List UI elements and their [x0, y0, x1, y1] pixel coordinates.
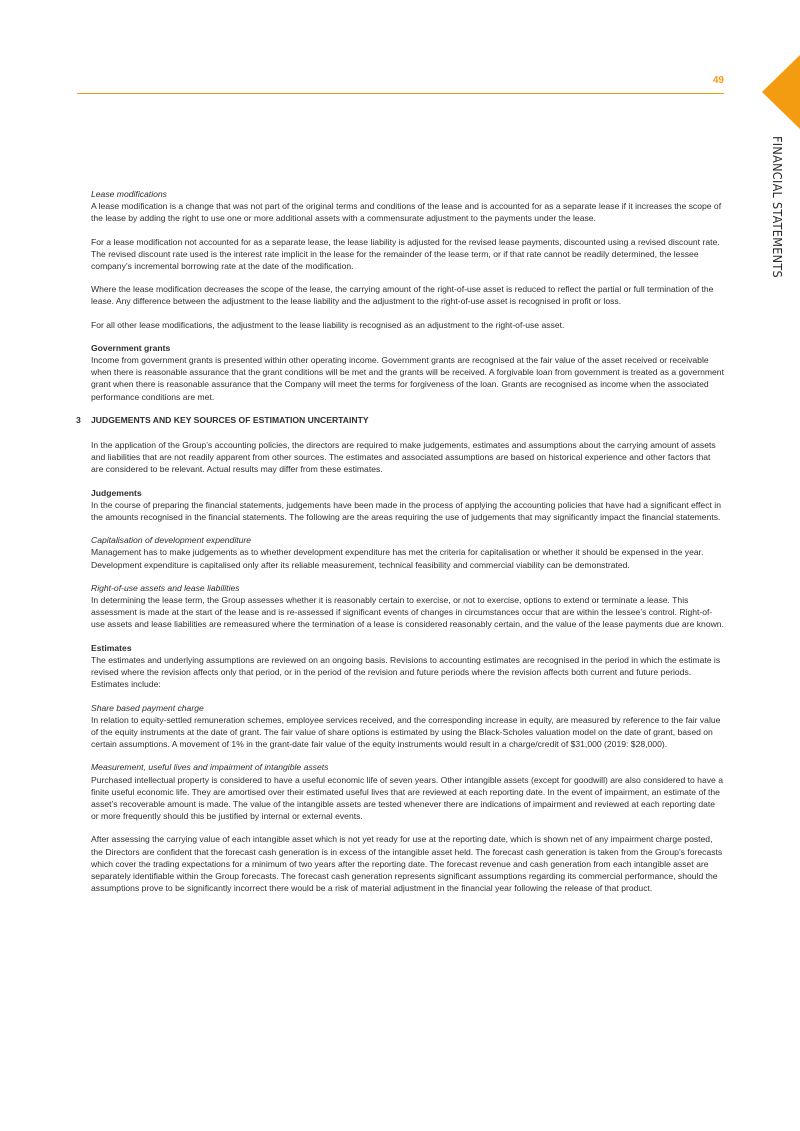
paragraph: For all other lease modifications, the adjustment to the lease liability is recognised as an adjustment to the right-of-use asset.	[91, 319, 565, 330]
subheading: Lease modifications	[91, 189, 167, 199]
paragraph: In determining the lease term, the Group assesses whether it is reasonably certain to exercise, or not to exercise, options to extend or terminate a lease. This assessment is made at the start of the lease and is re-assessed if significant events of changes in circumstances occur that are within the lessee’s control. Right-of-use assets and lease liabilities are remeasured where the termination of a lease is considered reasonably certain, and the value of the lease payments due are known.	[91, 595, 724, 630]
corner-tab-icon	[762, 55, 800, 129]
section-number: 3	[76, 414, 81, 425]
paragraph: Income from government grants is presented within other operating income. Government grants are recognised at the fair value of the asset received or receivable when there is reasonable assurance that the grant conditions will be met and the grants will be received. A forgivable loan from government is treated as a government grant when there is reasonable assurance that the Company will meet the terms for forgiveness of the loan. Grants are recognised as income when the associated performance conditions are met.	[91, 355, 724, 402]
subheading: Capitalisation of development expenditure	[91, 535, 252, 546]
judgements-block	[91, 487, 725, 524]
intangibles-block	[91, 761, 725, 822]
heading: Government grants	[91, 342, 171, 353]
paragraph: Management has to make judgements as to whether development expenditure has met the criteria for capitalisation or whether it should be expensed in the year. Development expenditure is capitalised only after its reliable measurement, technical feasibility and commercial viability can be demonstrated.	[91, 547, 704, 570]
subheading: Share based payment charge	[91, 702, 204, 713]
paragraph: A lease modification is a change that was not part of the original terms and conditions of the lease and is accounted for as a separate lease if it increases the scope of the lease by adding the right to use one or more additional assets with a commensurate adjustment to the payments under the lease.	[91, 201, 722, 224]
heading: Judgements	[91, 487, 142, 498]
header-rule	[77, 93, 724, 94]
share-based-block	[91, 702, 725, 751]
government-grants-block	[91, 342, 725, 403]
paragraph: In the application of the Group’s accounting policies, the directors are required to make judgements, estimates and assumptions about the carrying amount of assets and liabilities that are not readily apparent from other sources. The estimates and associated assumptions are based on historical experience and other factors that are considered to be relevant. Actual results may differ from these estimates.	[91, 440, 716, 475]
paragraph: The estimates and underlying assumptions are reviewed on an ongoing basis. Revisions to accounting estimates are recognised in the period in which the estimate is revised where the revision affects only that period, or in the period of the revision and future periods where the revision affects both current and future periods. Estimates include:	[91, 654, 721, 690]
capitalisation-block	[91, 534, 725, 571]
paragraph: In relation to equity-settled remuneration schemes, employee services received, and the corresponding increase in equity, are measured by reference to the fair value of the equity instruments at the date of grant. The fair value of share options is estimated by using the Black-Scholes valuation model on the date of grant, based on certain assumptions. A movement of 1% in the grant-date fair value of the equity instruments would result in a charge/credit of $31,000 (2019: $28,000).	[91, 714, 721, 750]
lease-modifications-block	[91, 188, 725, 225]
paragraph: Where the lease modification decreases the scope of the lease, the carrying amount of the right-of-use asset is reduced to reflect the partial or full termination of the lease. Any difference between the adjustment to the lease liability and the adjustment to the right-of-use asset is recognised in profit or loss.	[91, 284, 714, 307]
paragraph: Purchased intellectual property is considered to have a useful economic life of seven years. Other intangible assets (except for goodwill) are also considered to have a finite useful economic life. They are amortised over their estimated useful lives that are reviewed at each reporting date. In the event of impairment, an estimate of the asset’s recoverable amount is made. The value of the intangible assets are tested whenever there are indications of impairment and reviewed at each reporting date or more frequently should this be justified by internal or external events.	[91, 774, 723, 822]
page-number: 49	[712, 75, 724, 86]
subheading: Measurement, useful lives and impairment of intangible assets	[91, 762, 329, 773]
section-title: JUDGEMENTS AND KEY SOURCES OF ESTIMATION UNCERTAINTY	[91, 414, 369, 425]
subheading: Right-of-use assets and lease liabilities	[91, 582, 240, 593]
section-heading	[76, 414, 725, 426]
paragraph: For a lease modification not accounted for as a separate lease, the lease liability is adjusted for the revised lease payments, discounted using a revised discount rate. The revised discount rate used is the interest rate implicit in the lease for the remainder of the lease term, or if that rate cannot be readily determined, the lessee company’s incremental borrowing rate at the date of the modification.	[91, 236, 720, 272]
paragraph: In the course of preparing the financial statements, judgements have been made in the process of applying the accounting policies that have had a significant effect in the amounts recognised in the financial statements. The following are the areas requiring the use of judgements that may significantly impact the financial statements.	[91, 499, 721, 523]
paragraph: After assessing the carrying value of each intangible asset which is not yet ready for use at the reporting date, which is shown net of any impairment charge posted, the Directors are confident that the forecast cash generation is in excess of the intangible asset held. The forecast cash generation is taken from the Group’s forecasts which cover the trading expectations for a minimum of two years after the reporting date. The forecast revenue and cash generation from each intangible asset are separately identifiable within the Group forecasts. The forecast cash generation represents significant assumptions regarding its commercial performance, should the assumptions prove to be significantly incorrect there would be a risk of material adjustment in the financial year following the release of that product.	[91, 834, 723, 894]
side-section-label: FINANCIAL STATEMENTS	[770, 136, 785, 278]
estimates-block	[91, 642, 725, 691]
page-content	[76, 188, 725, 905]
heading: Estimates	[91, 642, 132, 653]
right-of-use-block	[91, 582, 725, 631]
